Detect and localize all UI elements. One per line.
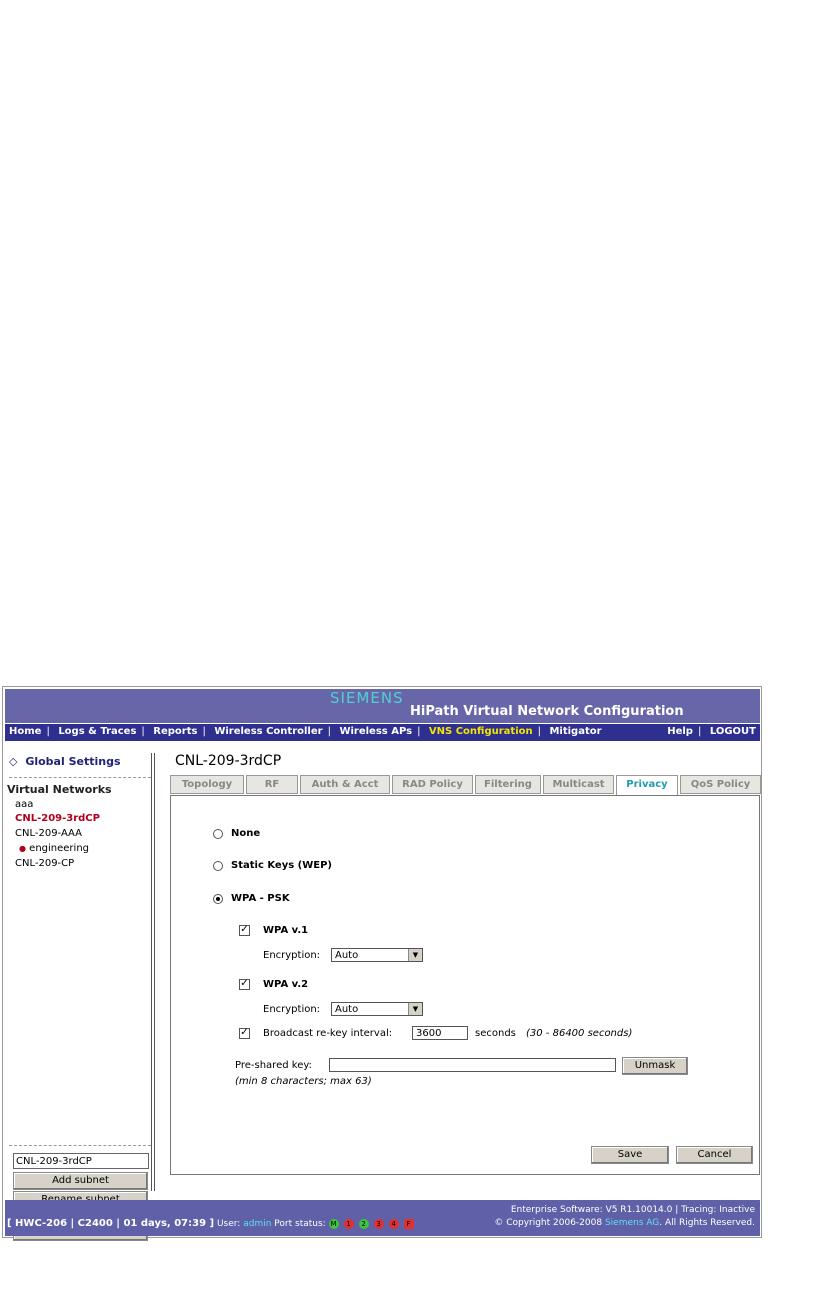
chevron-down-icon: ▼: [408, 949, 422, 961]
nav-wireless-aps[interactable]: Wireless APs: [339, 726, 413, 737]
header-banner: [5, 689, 760, 723]
sidebar: [5, 745, 150, 1193]
tab-qos-policy[interactable]: QoS Policy: [680, 775, 761, 794]
sidebar-item-cnl-209-cp[interactable]: CNL-209-CP: [15, 858, 75, 869]
virtual-networks-title: Virtual Networks: [7, 783, 112, 796]
port-m-icon: M: [330, 1219, 337, 1228]
wpa2-label: WPA v.2: [263, 979, 309, 990]
company-link[interactable]: Siemens AG: [604, 1218, 660, 1228]
diamond-icon: ◇: [9, 755, 18, 768]
unmask-button[interactable]: Unmask: [622, 1057, 688, 1075]
app-window: [2, 686, 762, 1238]
add-subnet-button[interactable]: Add subnet: [13, 1172, 148, 1190]
sidebar-separator: [151, 753, 152, 1191]
subnet-name-input[interactable]: [13, 1153, 149, 1169]
global-settings-label: Global Settings: [25, 755, 121, 768]
sidebar-item-aaa[interactable]: aaa: [15, 799, 34, 810]
privacy-panel: [170, 795, 760, 1175]
psk-input[interactable]: [329, 1058, 616, 1072]
user-name[interactable]: admin: [243, 1219, 272, 1229]
nav-help[interactable]: Help: [667, 726, 693, 737]
tab-privacy[interactable]: Privacy: [616, 775, 678, 796]
nav-wireless-controller[interactable]: Wireless Controller: [214, 726, 323, 737]
system-info: [ HWC-206 | C2400 | 01 days, 07:39 ]: [7, 1218, 215, 1229]
copyright-prefix: © Copyright 2006-2008: [494, 1218, 603, 1228]
rekey-checkbox[interactable]: ✓: [240, 1027, 249, 1038]
nav-logout[interactable]: LOGOUT: [709, 726, 756, 737]
wpa2-checkbox[interactable]: ✓: [240, 978, 249, 989]
rekey-label: Broadcast re-key interval:: [263, 1028, 393, 1039]
divider: [9, 1145, 151, 1146]
main-nav: Home | Logs & Traces | Reports | Wireless Controller | Wireless APs | VNS Configuration | Mitigator Help | LOGOUT: [5, 724, 760, 741]
wpa2-encryption-select[interactable]: Auto ▼: [331, 1002, 423, 1016]
radio-wpa-psk-label: WPA - PSK: [231, 893, 290, 904]
tab-auth-acct[interactable]: Auth & Acct: [300, 775, 390, 794]
cancel-button[interactable]: Cancel: [676, 1146, 753, 1164]
radio-static-keys-label: Static Keys (WEP): [231, 860, 332, 871]
sidebar-item-engineering[interactable]: [19, 843, 89, 854]
page-title: CNL-209-3rdCP: [175, 753, 282, 769]
port-2-icon: 2: [359, 1219, 369, 1229]
radio-wpa-psk[interactable]: [213, 894, 223, 904]
port-3-icon: 3: [374, 1219, 384, 1229]
save-button[interactable]: Save: [591, 1146, 669, 1164]
system-status: [7, 1218, 419, 1229]
radio-none[interactable]: [213, 829, 223, 839]
port-status-label: Port status:: [274, 1219, 326, 1229]
software-info: Enterprise Software: V5 R1.10014.0 | Tracing: Inactive: [510, 1205, 755, 1215]
tab-filtering[interactable]: Filtering: [475, 775, 541, 794]
status-footer: [5, 1200, 760, 1236]
rekey-range: (30 - 86400 seconds): [526, 1028, 633, 1039]
bullet-icon: ●: [19, 844, 26, 853]
chevron-down-icon: ▼: [408, 1003, 422, 1015]
nav-vns-configuration[interactable]: VNS Configuration: [428, 726, 533, 737]
wpa1-label: WPA v.1: [263, 925, 309, 936]
copyright: [494, 1218, 755, 1228]
user-label: User:: [216, 1219, 241, 1229]
port-f-icon: F: [404, 1219, 414, 1229]
rekey-interval-input[interactable]: 3600: [412, 1026, 468, 1040]
port-4-icon: 4: [389, 1219, 399, 1229]
sidebar-item-cnl-209-aaa[interactable]: CNL-209-AAA: [15, 828, 83, 839]
rekey-units: seconds: [475, 1028, 516, 1039]
wpa1-encryption-select[interactable]: Auto ▼: [331, 948, 423, 962]
port-1-icon: 1: [344, 1219, 354, 1229]
global-settings-link[interactable]: [9, 755, 121, 768]
nav-reports[interactable]: Reports: [153, 726, 198, 737]
brand-logo: SIEMENS: [330, 689, 404, 707]
nav-home[interactable]: Home: [9, 726, 42, 737]
copyright-suffix: . All Rights Reserved.: [659, 1218, 755, 1228]
nav-logs-traces[interactable]: Logs & Traces: [58, 726, 137, 737]
sidebar-item-label: engineering: [29, 843, 90, 854]
wpa1-checkbox[interactable]: ✓: [240, 924, 249, 935]
tab-multicast[interactable]: Multicast: [543, 775, 614, 794]
app-title: HiPath Virtual Network Configuration: [410, 704, 684, 719]
sidebar-item-cnl-209-3rdcp[interactable]: CNL-209-3rdCP: [15, 813, 100, 824]
tab-rad-policy[interactable]: RAD Policy: [392, 775, 473, 794]
wpa2-encryption-label: Encryption:: [263, 1004, 321, 1015]
tab-rf[interactable]: RF: [246, 775, 298, 794]
sidebar-separator: [154, 753, 155, 1191]
nav-mitigator[interactable]: Mitigator: [549, 726, 602, 737]
psk-hint: (min 8 characters; max 63): [235, 1076, 372, 1087]
tab-topology[interactable]: Topology: [170, 775, 244, 794]
divider: [9, 777, 151, 778]
psk-label: Pre-shared key:: [235, 1060, 312, 1071]
radio-none-label: None: [231, 828, 261, 839]
radio-static-keys[interactable]: [213, 861, 223, 871]
wpa1-encryption-label: Encryption:: [263, 950, 321, 961]
